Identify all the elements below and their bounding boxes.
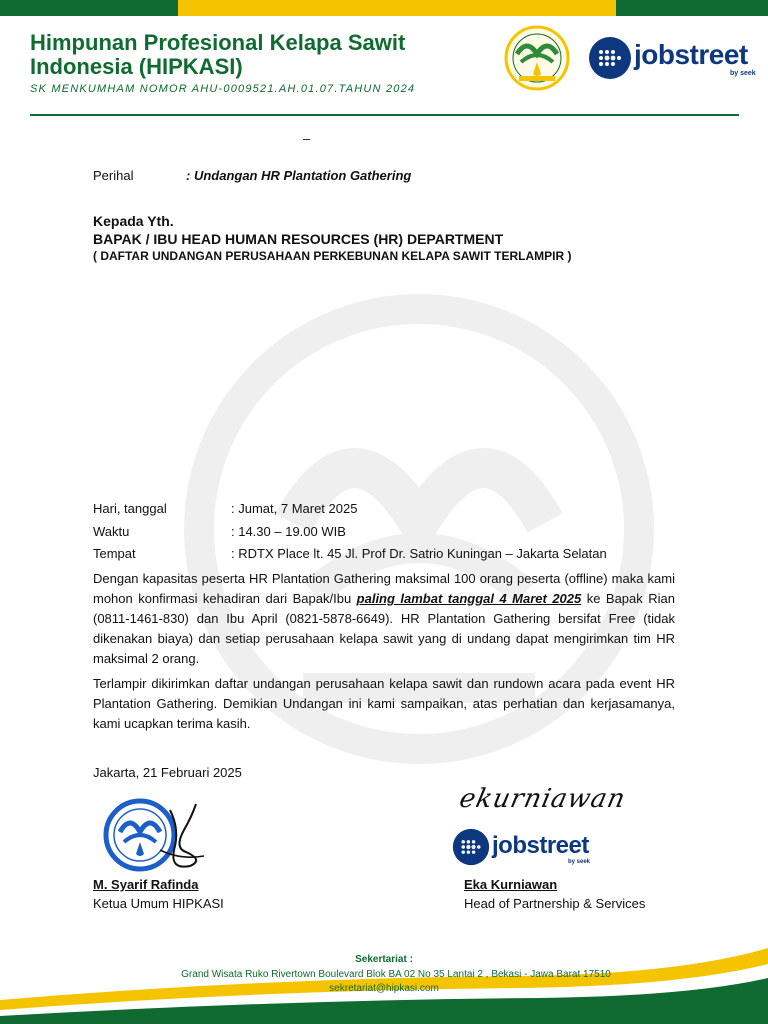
addressee-greeting: Kepada Yth. [93,213,174,229]
paragraph-confirmation-text-2: ke Bapak Rian (0811-1461-830) dan Ibu April (0821-5878-6649). HR Plantation Gathering bersifat Free (tidak dikenakan biaya) dan setiap perusahaan kelapa sawit yang di undang dapat mengirimkan tim HR maksimal 2 orang. [93,591,675,666]
jobstreet-byline: by seek [568,859,591,865]
eka-signature-text: ekurniawan [456,784,629,814]
footer-address: Grand Wisata Ruko Rivertown Boulevard Blok BA 02 No 35 Lantai 2 , Bekasi - Jawa Barat 17510 [181,969,611,980]
hipkasi-stamp-signature [100,790,208,880]
letter-number-dash: – [303,131,311,146]
footer-wave [0,940,768,1024]
addressee-note: ( DAFTAR UNDANGAN PERUSAHAAN PERKEBUNAN KELAPA SAWIT TERLAMPIR ) [93,249,572,263]
jobstreet-logo-signature [452,828,604,870]
deadline-emphasis: paling lambat tanggal 4 Maret 2025 [356,591,582,606]
eka-handwritten-signature [456,784,629,824]
top-color-bar [0,0,768,16]
paragraph-confirmation-text-1: Dengan kapasitas peserta HR Plantation Gathering maksimal 100 orang peserta (offline) maka kami mohon konfirmasi kehadiran dari Bapak/Ibu [93,571,675,606]
signer-name-left: M. Syarif Rafinda [93,877,199,892]
top-bar-green-right [616,0,768,16]
detail-label-date: Hari, tanggal [93,501,167,516]
detail-value-place: : RDTX Place lt. 45 Jl. Prof Dr. Satrio Kuningan – Jakarta Selatan [231,546,607,561]
jobstreet-logo [588,36,758,80]
jobstreet-byline: by seek [730,70,756,77]
footer-email[interactable]: sekretariat@hipkasi.com [329,983,439,994]
paragraph-closing: Terlampir dikirimkan daftar undangan perusahaan kelapa sawit dan rundown acara pada event HR Plantation Gathering. Demikian Undangan ini kami sampaikan, atas perhatian dan kerjasamanya, kami ucapkan terima kasih. [93,676,675,731]
subject-value: : Undangan HR Plantation Gathering [186,168,412,183]
place-date: Jakarta, 21 Februari 2025 [93,765,242,780]
top-bar-green-left [0,0,178,16]
signer-title-left: Ketua Umum HIPKASI [93,896,224,911]
sk-number: SK MENKUMHAM NOMOR AHU-0009521.AH.01.07.TAHUN 2024 [30,83,416,95]
addressee-line: BAPAK / IBU HEAD HUMAN RESOURCES (HR) DEPARTMENT [93,231,504,247]
header-divider [30,114,739,116]
paragraph-confirmation [93,569,675,669]
organization-name: Himpunan Profesional Kelapa Sawit Indonesia (HIPKASI) [30,30,406,79]
signer-name-right: Eka Kurniawan [464,877,558,892]
subject-label: Perihal [93,168,134,183]
top-bar-yellow [178,0,616,16]
detail-label-place: Tempat [93,546,136,561]
jobstreet-wordmark: jobstreet [492,832,589,859]
jobstreet-wordmark: jobstreet [634,39,748,70]
signer-title-right: Head of Partnership & Services [464,896,646,911]
detail-value-date: : Jumat, 7 Maret 2025 [231,501,358,516]
jobstreet-dots-icon [588,36,632,80]
jobstreet-dots-icon [452,828,490,866]
footer-title: Sekertariat : [355,954,413,965]
detail-label-time: Waktu [93,524,130,539]
detail-value-time: : 14.30 – 19.00 WIB [231,524,346,539]
hipkasi-logo [497,24,577,92]
